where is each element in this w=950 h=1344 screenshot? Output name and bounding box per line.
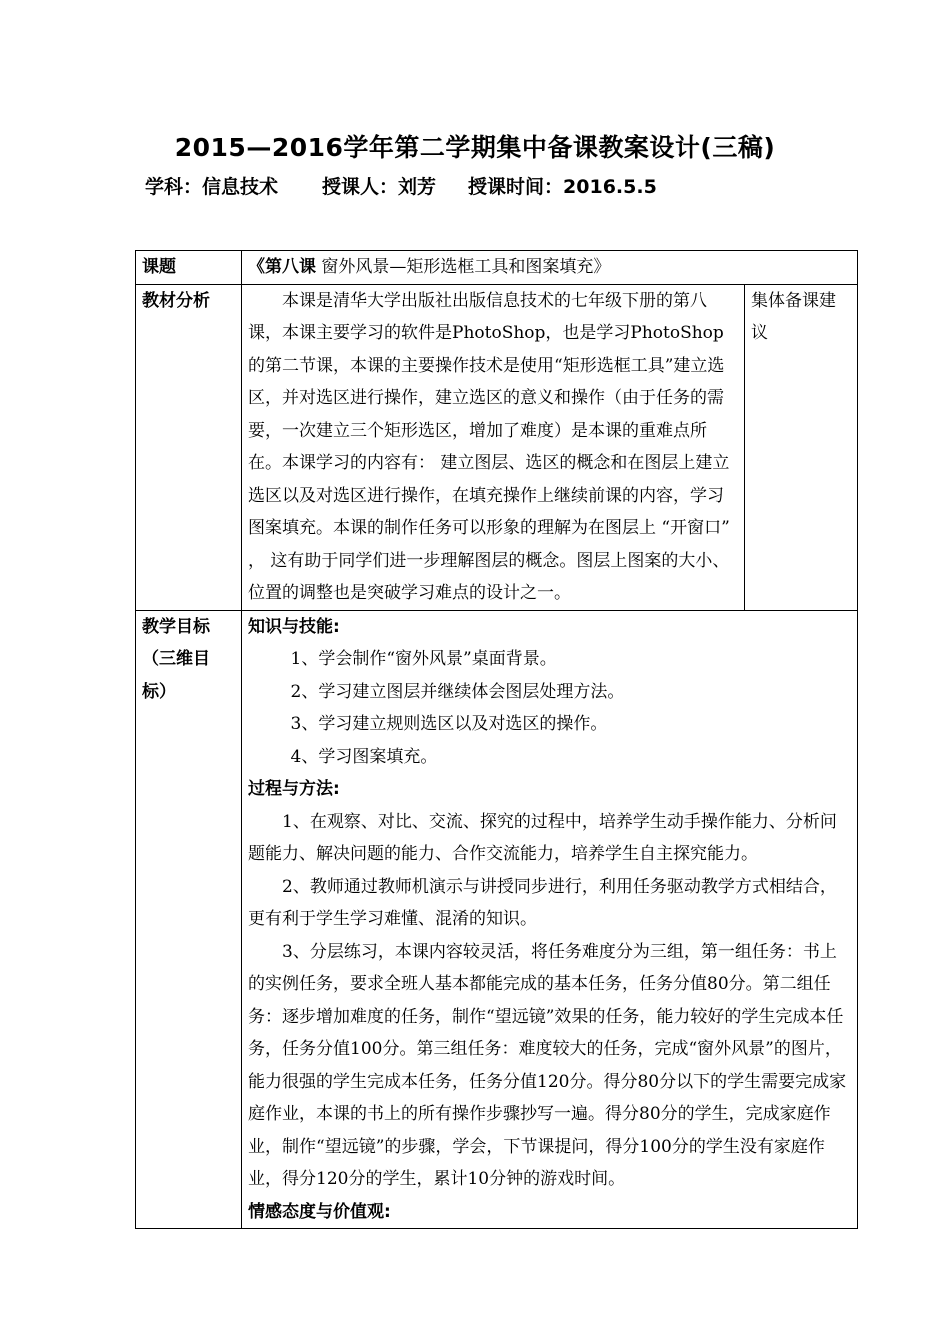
topic-value [242,251,858,285]
topic-value-rest: 窗外风景—矩形选框工具和图案填充》 [316,257,611,277]
goals-cell [242,610,858,1229]
process-item: 1、在观察、对比、交流、探究的过程中，培养学生动手操作能力、分析问题能力、解决问题的能力、合作交流能力，培养学生自主探究能力。 [248,811,837,864]
teacher-field: 授课人：刘芳 [322,176,437,198]
process-item: 2、教师通过教师机演示与讲授同步进行，利用任务驱动教学方式相结合，更有利于学生学习难懂、混淆的知识。 [248,876,837,929]
process-heading: 过程与方法: [248,779,340,799]
lesson-meta [145,170,657,204]
knowledge-item: 3、学习建立规则选区以及对选区的操作。 [290,714,608,734]
topic-label: 课题 [136,251,242,285]
knowledge-item: 4、学习图案填充。 [290,746,438,767]
attitude-heading: 情感态度与价值观: [248,1201,391,1222]
side-note-text: 集体备课建议 [751,290,836,343]
analysis-text: 本课是清华大学出版社出版信息技术的七年级下册的第八课，本课主要学习的软件是PhotoShop，也是学习PhotoShop的第二节课，本课的主要操作技术是使用“矩形选框工具”建立选区，并对选区进行操作，建立选区的意义和操作（由于任务的需要，一次建立三个矩形选区，增加了难度）是本课的重难点所在。本课学习的内容有： 建立图层、选区的概念和在图层上建立选区以及对选区进行操作，在填充操作上继续前课的内容，学习图案填充。本课的制作任务可以形象的理解为在图层上 “开窗口” ， 这有助于同学们进一步理解图层的概念。图层上图案的大小、位置的调整也是突破学习难点的设计之一。 [248,290,730,603]
lesson-plan-table [135,250,858,1229]
process-item: 3、分层练习，本课内容较灵活，将任务难度分为三组，第一组任务：书上的实例任务，要求全班人基本都能完成的基本任务，任务分值80分。第二组任务：逐步增加难度的任务，制作“望远镜”效果的任务，能力较好的学生完成本任务，任务分值100分。第三组任务：难度较大的任务，完成“窗外风景”的图片，能力很强的学生完成本任务，任务分值120分。得分80分以下的学生需要完成家庭作业，本课的书上的所有操作步骤抄写一遍。得分80分的学生，完成家庭作业，制作“望远镜”的步骤，学会，下节课提问，得分100分的学生没有家庭作业，得分120分的学生，累计10分钟的游戏时间。 [248,941,847,1189]
analysis-row [136,284,858,610]
topic-row [136,251,858,285]
analysis-cell [242,284,745,610]
goals-label: 教学目标（三维目标） [136,610,242,1229]
knowledge-heading: 知识与技能: [248,616,340,637]
topic-value-bold: 《第八课 [248,257,316,277]
side-note-cell [745,284,858,610]
knowledge-item: 2、学习建立图层并继续体会图层处理方法。 [290,681,625,702]
goals-row [136,610,858,1229]
analysis-label: 教材分析 [136,284,242,610]
knowledge-item: 1、学会制作“窗外风景”桌面背景。 [290,649,557,669]
subject-field: 学科：信息技术 [145,176,279,198]
document-title: 2015—2016学年第二学期集中备课教案设计(三稿) [174,133,776,162]
date-field: 授课时间：2016.5.5 [468,176,657,198]
